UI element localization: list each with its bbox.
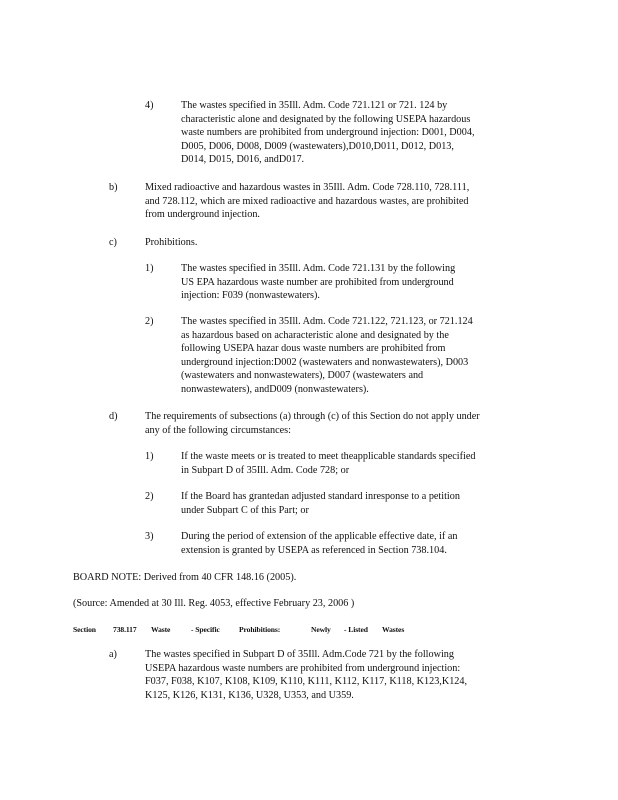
text-line: Prohibitions.: [145, 237, 198, 248]
text-line: The wastes specified in Subpart D of 35Ill. Adm.Code 721 by the following: [145, 649, 454, 660]
heading-wastes: Wastes: [382, 625, 405, 634]
text-line: F037, F038, K107, K108, K109, K110, K111, K112, K117, K118, K123,K124,: [145, 676, 468, 688]
item-4-text: [181, 99, 475, 167]
text-line: injection: F039 (nonwastewaters).: [181, 290, 320, 302]
text-line: extension is granted by USEPA as referenced in Section 738.104.: [181, 544, 447, 556]
item-d3-text: [181, 530, 457, 557]
text-line: D005, D006, D008, D009 (wastewaters),D010,D011, D012, D013,: [181, 140, 454, 152]
item-label-d1: 1): [145, 451, 154, 462]
text-line: The wastes specified in 35Ill. Adm. Code 721.121 or 721. 124 by: [181, 100, 448, 111]
board-note: BOARD NOTE: Derived from 40 CFR 148.16 (2005).: [73, 572, 297, 583]
text-line: During the period of extension of the applicable effective date, if an: [181, 531, 458, 542]
item-label-d2: 2): [145, 491, 154, 502]
item-d2-text: [181, 490, 460, 517]
item-d1-text: [181, 450, 475, 477]
item-a-text: [145, 648, 467, 702]
text-line: The wastes specified in 35Ill. Adm. Code 721.122, 721.123, or 721.124: [181, 316, 473, 327]
heading-newly: Newly: [311, 625, 331, 634]
text-line: If the waste meets or is treated to meet theapplicable standards specified: [181, 451, 476, 462]
item-label-4: 4): [145, 100, 154, 111]
item-label-d3: 3): [145, 531, 154, 542]
heading-section-word: Section: [73, 625, 96, 634]
text-line: If the Board has grantedan adjusted standard inresponse to a petition: [181, 491, 460, 502]
text-line: The requirements of subsections (a) through (c) of this Section do not apply under: [145, 411, 480, 422]
item-c1-text: [181, 262, 455, 303]
text-line: characteristic alone and designated by the following USEPA hazardous: [181, 113, 471, 125]
text-line: D014, D015, D016, andD017.: [181, 154, 305, 166]
text-line: USEPA hazardous waste numbers are prohibited from underground injection:: [145, 662, 461, 674]
text-line: following USEPA hazar dous waste numbers are prohibited from: [181, 343, 446, 355]
item-b-text: [145, 181, 469, 222]
heading-listed: - Listed: [344, 625, 368, 634]
heading-section-number: 738.117: [113, 625, 137, 634]
section-heading: [73, 625, 404, 634]
text-line: The wastes specified in 35Ill. Adm. Code 721.131 by the following: [181, 263, 456, 274]
heading-specific: - Specific: [191, 625, 220, 634]
text-line: Mixed radioactive and hazardous wastes in 35Ill. Adm. Code 728.110, 728.111,: [145, 182, 470, 193]
item-d-text: [145, 410, 480, 437]
text-line: (wastewaters and nonwastewaters), D007 (wastewaters and: [181, 370, 424, 382]
text-line: under Subpart C of this Part; or: [181, 504, 309, 516]
text-line: and 728.112, which are mixed radioactive and hazardous wastes, are prohibited: [145, 195, 469, 207]
item-label-a: a): [109, 649, 117, 660]
text-line: in Subpart D of 35Ill. Adm. Code 728; or: [181, 464, 350, 476]
text-line: any of the following circumstances:: [145, 424, 291, 436]
item-label-c2: 2): [145, 316, 154, 327]
item-label-c: c): [109, 237, 117, 248]
text-line: K125, K126, K131, K136, U328, U353, and U359.: [145, 689, 354, 701]
text-line: nonwastewaters), andD009 (nonwastewaters).: [181, 383, 369, 395]
item-label-c1: 1): [145, 263, 154, 274]
heading-waste: Waste: [151, 625, 171, 634]
source-note: (Source: Amended at 30 Ill. Reg. 4053, effective February 23, 2006 ): [73, 598, 355, 609]
text-line: underground injection:D002 (wastewaters and nonwastewaters), D003: [181, 356, 469, 368]
text-line: from underground injection.: [145, 209, 260, 221]
item-label-d: d): [109, 411, 118, 422]
text-line: waste numbers are prohibited from underground injection: D001, D004,: [181, 127, 475, 139]
item-c2-text: [181, 315, 473, 397]
item-label-b: b): [109, 182, 118, 193]
heading-prohibitions: Prohibitions:: [239, 625, 281, 634]
text-line: US EPA hazardous waste number are prohibited from underground: [181, 276, 454, 288]
text-line: as hazardous based on acharacteristic alone and designated by the: [181, 329, 449, 341]
item-c-text: [145, 236, 197, 250]
